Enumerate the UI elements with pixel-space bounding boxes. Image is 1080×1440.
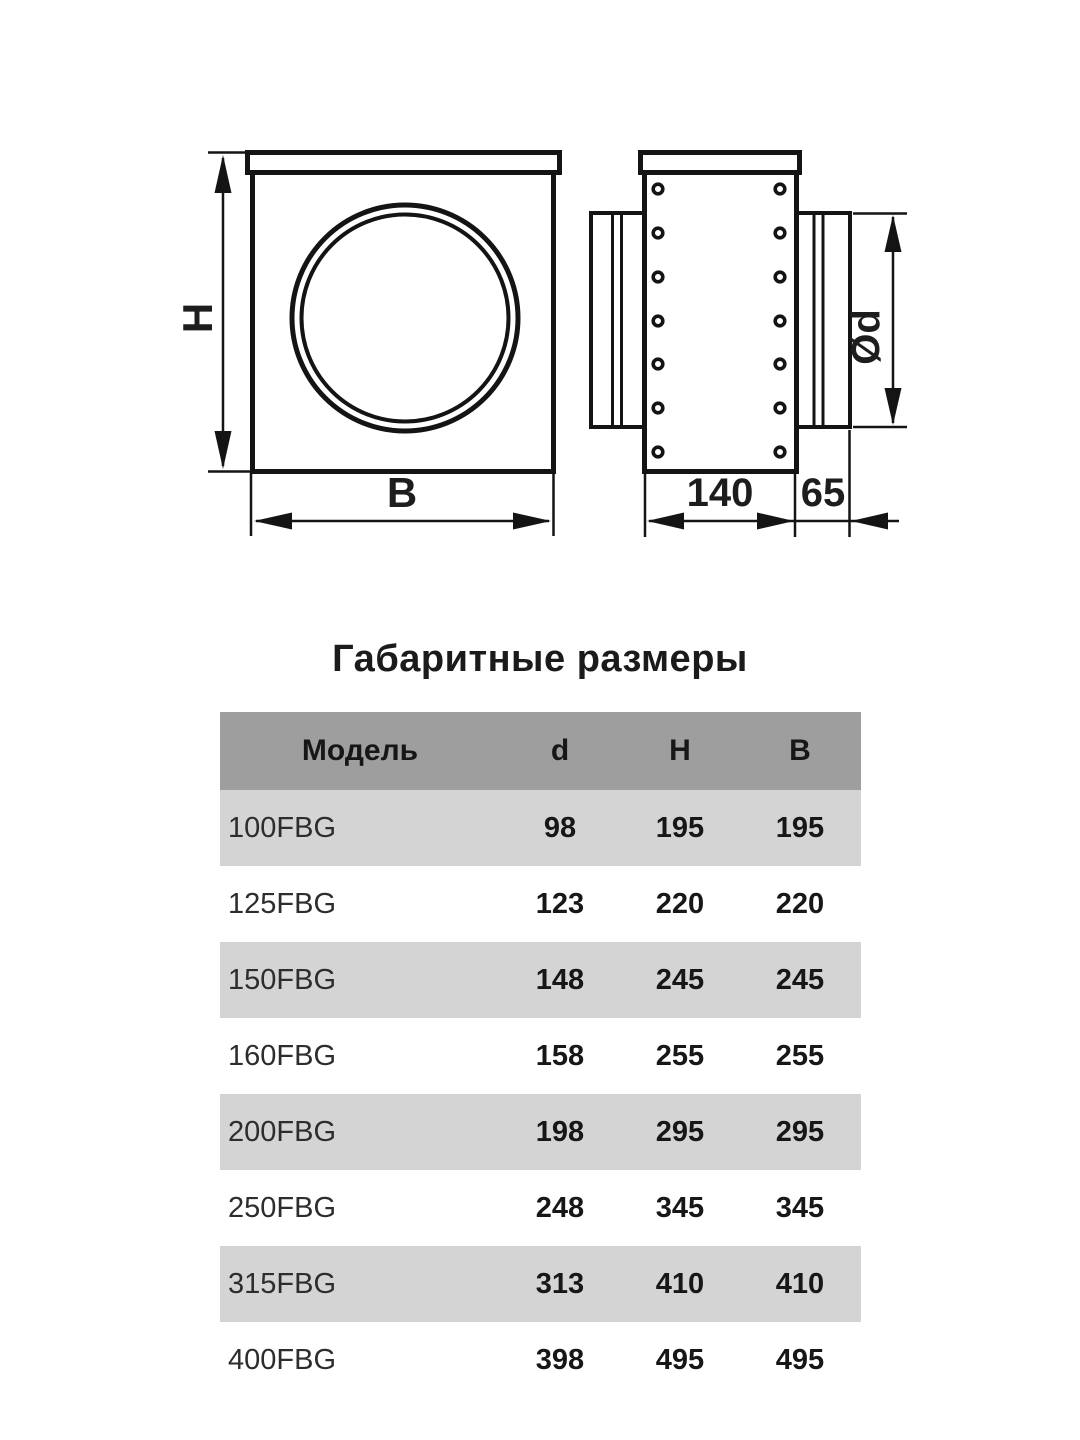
table-body [220,790,861,1398]
rivet-dots [653,184,785,457]
b-cell: 245 [775,963,825,996]
d-cell: 158 [535,1039,585,1072]
b-cell: 195 [775,811,825,844]
h-dimension-label: H [174,302,222,334]
table-row [220,1170,861,1246]
h-cell: 255 [655,1039,705,1072]
b-cell: 295 [775,1115,825,1148]
dimension-drawing [0,0,1080,600]
d-cell: 148 [535,963,585,996]
depth-arrowhead-left-icon [647,513,684,530]
h-cell: 220 [655,887,705,920]
table-row [220,866,861,942]
diameter-dimension-label: Ød [844,309,889,365]
diameter-dimension [845,214,907,428]
table-row [220,1246,861,1322]
d-cell: 398 [535,1343,585,1376]
b-cell: 255 [775,1039,825,1072]
b-arrowhead-left-icon [254,513,292,530]
model-cell: 250FBG [228,1191,336,1224]
h-cell: 495 [655,1343,705,1376]
model-cell: 160FBG [228,1039,336,1072]
h-arrowhead-up-icon [215,155,232,193]
dimensions-table [220,712,861,1398]
table-row [220,790,861,866]
depth-dimensions [645,430,899,537]
model-cell: 150FBG [228,963,336,996]
model-cell: 400FBG [228,1343,336,1376]
b-cell: 220 [775,887,825,920]
table-row [220,1018,861,1094]
side-view [591,153,907,538]
h-cell: 410 [655,1267,705,1300]
table-header-row [220,712,861,790]
header-d: d [550,734,570,767]
front-flange [248,153,560,173]
b-cell: 495 [775,1343,825,1376]
depth-arrowhead-right-icon [757,513,794,530]
front-view [174,153,559,537]
d-cell: 98 [543,811,577,844]
model-cell: 315FBG [228,1267,336,1300]
diameter-arrowhead-down-icon [885,388,902,425]
body-depth-label: 140 [686,471,754,515]
model-cell: 200FBG [228,1115,336,1148]
b-dimension-label: B [386,469,418,516]
table-row [220,1322,861,1398]
h-dimension [174,155,231,469]
b-cell: 410 [775,1267,825,1300]
header-h: H [669,734,691,767]
h-cell: 295 [655,1115,705,1148]
model-cell: 125FBG [228,887,336,920]
header-model: Модель [301,734,419,767]
b-arrowhead-right-icon [513,513,551,530]
h-cell: 195 [655,811,705,844]
d-cell: 313 [535,1267,585,1300]
model-cell: 100FBG [228,811,336,844]
h-cell: 345 [655,1191,705,1224]
d-cell: 198 [535,1115,585,1148]
d-cell: 248 [535,1191,585,1224]
duct-opening-outer-circle [292,205,518,431]
spigot-length-label: 65 [800,471,846,515]
spigot-arrowhead-icon [851,513,888,530]
duct-opening-inner-circle [302,215,509,422]
diameter-arrowhead-up-icon [885,215,902,252]
h-arrowhead-down-icon [215,431,232,469]
d-cell: 123 [535,887,585,920]
header-b: B [789,734,811,767]
table-row [220,1094,861,1170]
table-row [220,942,861,1018]
h-cell: 245 [655,963,705,996]
b-dimension [251,469,554,536]
b-cell: 345 [775,1191,825,1224]
page-title: Габаритные размеры [332,638,748,680]
left-spigot [591,213,645,427]
side-flange [641,153,800,173]
